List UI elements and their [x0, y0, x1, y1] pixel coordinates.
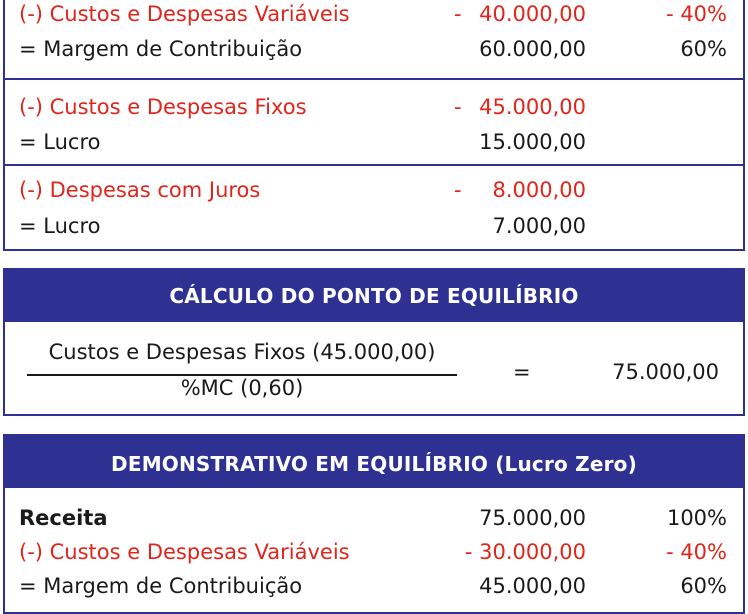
row-label: (-) Custos e Despesas Variáveis	[19, 2, 350, 26]
row-value: 8.000,00	[492, 178, 586, 202]
equals-sign: =	[513, 360, 531, 384]
row-value: 60.000,00	[479, 37, 586, 61]
row-percent: 60%	[680, 37, 727, 61]
formula-denominator: %MC (0,60)	[180, 376, 304, 400]
statement-row	[5, 503, 743, 533]
row-label: = Lucro	[19, 130, 101, 154]
row-sign: -	[454, 178, 462, 202]
row-value: 40.000,00	[479, 2, 586, 26]
row-label: = Lucro	[19, 214, 101, 238]
equilibrium-box	[3, 434, 745, 614]
break-even-box	[3, 268, 745, 416]
statement-row	[5, 211, 743, 241]
break-even-title: CÁLCULO DO PONTO DE EQUILÍBRIO	[5, 270, 743, 322]
statement-row	[5, 537, 743, 567]
row-sign: -	[454, 95, 462, 119]
row-value: - 30.000,00	[464, 540, 586, 564]
statement-row	[5, 571, 743, 601]
row-label: = Margem de Contribuição	[19, 574, 303, 598]
row-label: (-) Custos e Despesas Fixos	[19, 95, 307, 119]
section-divider	[5, 78, 743, 80]
row-value: 7.000,00	[492, 214, 586, 238]
row-value: 45.000,00	[479, 574, 586, 598]
break-even-result: 75.000,00	[612, 360, 719, 384]
equilibrium-title: DEMONSTRATIVO EM EQUILÍBRIO (Lucro Zero)	[5, 436, 743, 488]
row-value: 15.000,00	[479, 130, 586, 154]
row-value: 75.000,00	[479, 506, 586, 530]
formula-numerator: Custos e Despesas Fixos (45.000,00)	[48, 340, 436, 364]
row-percent: 100%	[666, 506, 727, 530]
row-label: (-) Despesas com Juros	[19, 178, 261, 202]
income-statement-box	[3, 0, 745, 251]
statement-row	[5, 0, 743, 29]
row-value: 45.000,00	[479, 95, 586, 119]
row-percent: - 40%	[666, 540, 727, 564]
statement-row	[5, 175, 743, 205]
break-even-formula	[5, 322, 743, 414]
row-percent: - 40%	[666, 2, 727, 26]
row-label: = Margem de Contribuição	[19, 37, 303, 61]
statement-row	[5, 127, 743, 157]
statement-row	[5, 92, 743, 122]
statement-row	[5, 34, 743, 64]
row-sign: -	[454, 2, 462, 26]
row-label: (-) Custos e Despesas Variáveis	[19, 540, 350, 564]
section-divider	[5, 164, 743, 166]
row-percent: 60%	[680, 574, 727, 598]
row-label: Receita	[19, 506, 108, 530]
